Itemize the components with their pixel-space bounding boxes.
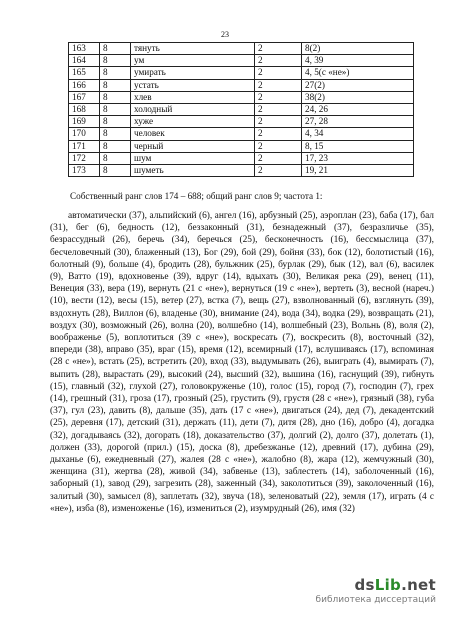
table-row	[69, 128, 414, 140]
table-cell-count: 2	[255, 164, 302, 176]
table-cell-word: устать	[131, 79, 255, 91]
table-cell-freq: 8	[100, 164, 131, 176]
table-cell-word: шум	[131, 152, 255, 164]
table-cell-word: тянуть	[131, 43, 255, 55]
table-cell-freq: 8	[100, 116, 131, 128]
table-cell-rank: 168	[69, 103, 100, 115]
table-cell-freq: 8	[100, 67, 131, 79]
table-cell-rank: 164	[69, 55, 100, 67]
table-cell-count: 2	[255, 79, 302, 91]
table-cell-rank: 170	[69, 128, 100, 140]
table-cell-texts: 38(2)	[302, 91, 414, 103]
table-cell-rank: 169	[69, 116, 100, 128]
table-cell-texts: 27(2)	[302, 79, 414, 91]
table-cell-count: 2	[255, 116, 302, 128]
table-cell-texts: 4, 39	[302, 55, 414, 67]
table-cell-texts: 24, 26	[302, 103, 414, 115]
table-cell-count: 2	[255, 152, 302, 164]
table-cell-count: 2	[255, 140, 302, 152]
table-row	[69, 116, 414, 128]
table-row	[69, 152, 414, 164]
table-row	[69, 91, 414, 103]
table-cell-freq: 8	[100, 43, 131, 55]
table-cell-freq: 8	[100, 128, 131, 140]
watermark-logo	[316, 576, 436, 594]
table-cell-rank: 167	[69, 91, 100, 103]
table-cell-texts: 27, 28	[302, 116, 414, 128]
table-cell-count: 2	[255, 67, 302, 79]
table-cell-count: 2	[255, 103, 302, 115]
table-cell-rank: 165	[69, 67, 100, 79]
table-cell-word: шуметь	[131, 164, 255, 176]
table-cell-freq: 8	[100, 79, 131, 91]
watermark-logo-part: .net	[401, 576, 436, 594]
table-cell-word: умирать	[131, 67, 255, 79]
table-cell-word: холодный	[131, 103, 255, 115]
table-cell-rank: 171	[69, 140, 100, 152]
table-cell-freq: 8	[100, 152, 131, 164]
watermark-logo-part: ds	[354, 576, 375, 594]
page-number: 23	[221, 30, 229, 39]
table-cell-word: черный	[131, 140, 255, 152]
table-row	[69, 164, 414, 176]
table-row	[69, 67, 414, 79]
table-cell-texts: 8(2)	[302, 43, 414, 55]
table-cell-freq: 8	[100, 55, 131, 67]
table-cell-rank: 173	[69, 164, 100, 176]
table-cell-texts: 4, 34	[302, 128, 414, 140]
table-cell-rank: 172	[69, 152, 100, 164]
table-cell-freq: 8	[100, 103, 131, 115]
table-cell-word: ум	[131, 55, 255, 67]
table-cell-rank: 163	[69, 43, 100, 55]
table-cell-count: 2	[255, 55, 302, 67]
watermark-logo-part: Lib	[374, 576, 402, 594]
table-cell-texts: 19, 21	[302, 164, 414, 176]
table-cell-word: хуже	[131, 116, 255, 128]
table-cell-word: человек	[131, 128, 255, 140]
table-cell-count: 2	[255, 43, 302, 55]
table-cell-count: 2	[255, 91, 302, 103]
table-row	[69, 140, 414, 152]
table-cell-freq: 8	[100, 140, 131, 152]
watermark-subtitle: библиотека диссертаций	[315, 595, 436, 605]
word-list-paragraph: автоматически (37), альпийский (6), ангел (16), арбузный (25), аэроплан (23), баба (17), бал (31), бег (6), бедность (12), беззаконный (31), безнадежный (37), безразличье (35), безрассудный (26), беречь (34), беречься (25), бесконечность (16), бессмыслица (37), бесчеловечный (30), блаженный (13), Бог (29), бой (29), бойня (33), бок (12), болотистый (16), болотный (9), больше (4), бродить (28), бульжник (25), бурлак (29), бык (12), вал (6), василек (9), Ватто (19), вдохновенье (39), вдруг (14), вдыхать (30), Великая река (29), венец (11), Венеция (33), вера (19), вернуть (21 с «не»), вернуться (19 с «не»), вертеть (3), весной (нареч.) (10), вести (12), весы (15), ветер (27), встка (7), вещь (27), взволнованный (6), взглянуть (39), вздохнуть (28), Виллон (6), владенье (30), внимание (24), вода (34), водка (29), возвращать (21), воздух (30), возможный (26), волна (20), волшебно (14), волшебный (23), Вольнь (8), воля (2), воображенье (5), воплотиться (39 с «не»), воскресать (7), воскресить (8), восточный (32), впереди (38), вправо (35), враг (15), время (12), всемирный (17), вслушиваясь (17), вспоминая (28 с «не»), встать (25), встретить (20), вход (33), выдумывать (26), выиграть (4), вымирать (7), выпить (28), вырастать (29), высокий (24), высший (32), вышина (16), гаснущий (39), гибнуть (15), главный (32), глухой (27), головокруженье (10), голос (15), город (7), господин (7), грех (14), грешный (31), гроза (17), грозный (25), грустить (9), грустя (28 с «не»), грязный (38), губа (37), гул (23), давить (8), дальше (35), дать (17 с «не»), двигаться (24), дед (7), декадентский (25), деревня (17), детский (31), держать (11), дети (7), дитя (28), дно (16), добро (4), догадка (32), догадываясь (32), догорать (18), доказательство (37), долгий (2), долго (37), долетать (1), должен (33), дорогой (прил.) (15), доска (8), дребезжанье (12), древний (17), дубина (29), дыханье (6), ежедневный (27), жалея (28 с «не»), жалобно (8), жара (12), жемчужный (30), женщина (31), жертва (28), живой (34), забвенье (13), заблестеть (14), заболоченный (16), заборный (1), завод (29), загрезить (28), заженный (34), заколотиться (39), заколоченный (16), залитый (30), замысел (8), заплетать (32), звуча (18), зеленоватый (22), земля (17), играть (4 с «не»), изба (8), изменоженье (16), измениться (2), изумрудный (26), имя (32)	[50, 211, 434, 514]
table-cell-count: 2	[255, 128, 302, 140]
table-cell-word: хлев	[131, 91, 255, 103]
table-row	[69, 43, 414, 55]
table-cell-texts: 8, 15	[302, 140, 414, 152]
watermark	[316, 576, 436, 605]
table-row	[69, 79, 414, 91]
table-cell-texts: 4, 5(с «не»)	[302, 67, 414, 79]
frequency-table	[68, 42, 414, 177]
table-cell-texts: 17, 23	[302, 152, 414, 164]
table-row	[69, 103, 414, 115]
section-caption: Собственный ранг слов 174 – 688; общий ранг слов 9; частота 1:	[70, 191, 323, 201]
table-cell-freq: 8	[100, 91, 131, 103]
table-row	[69, 55, 414, 67]
table-cell-rank: 166	[69, 79, 100, 91]
